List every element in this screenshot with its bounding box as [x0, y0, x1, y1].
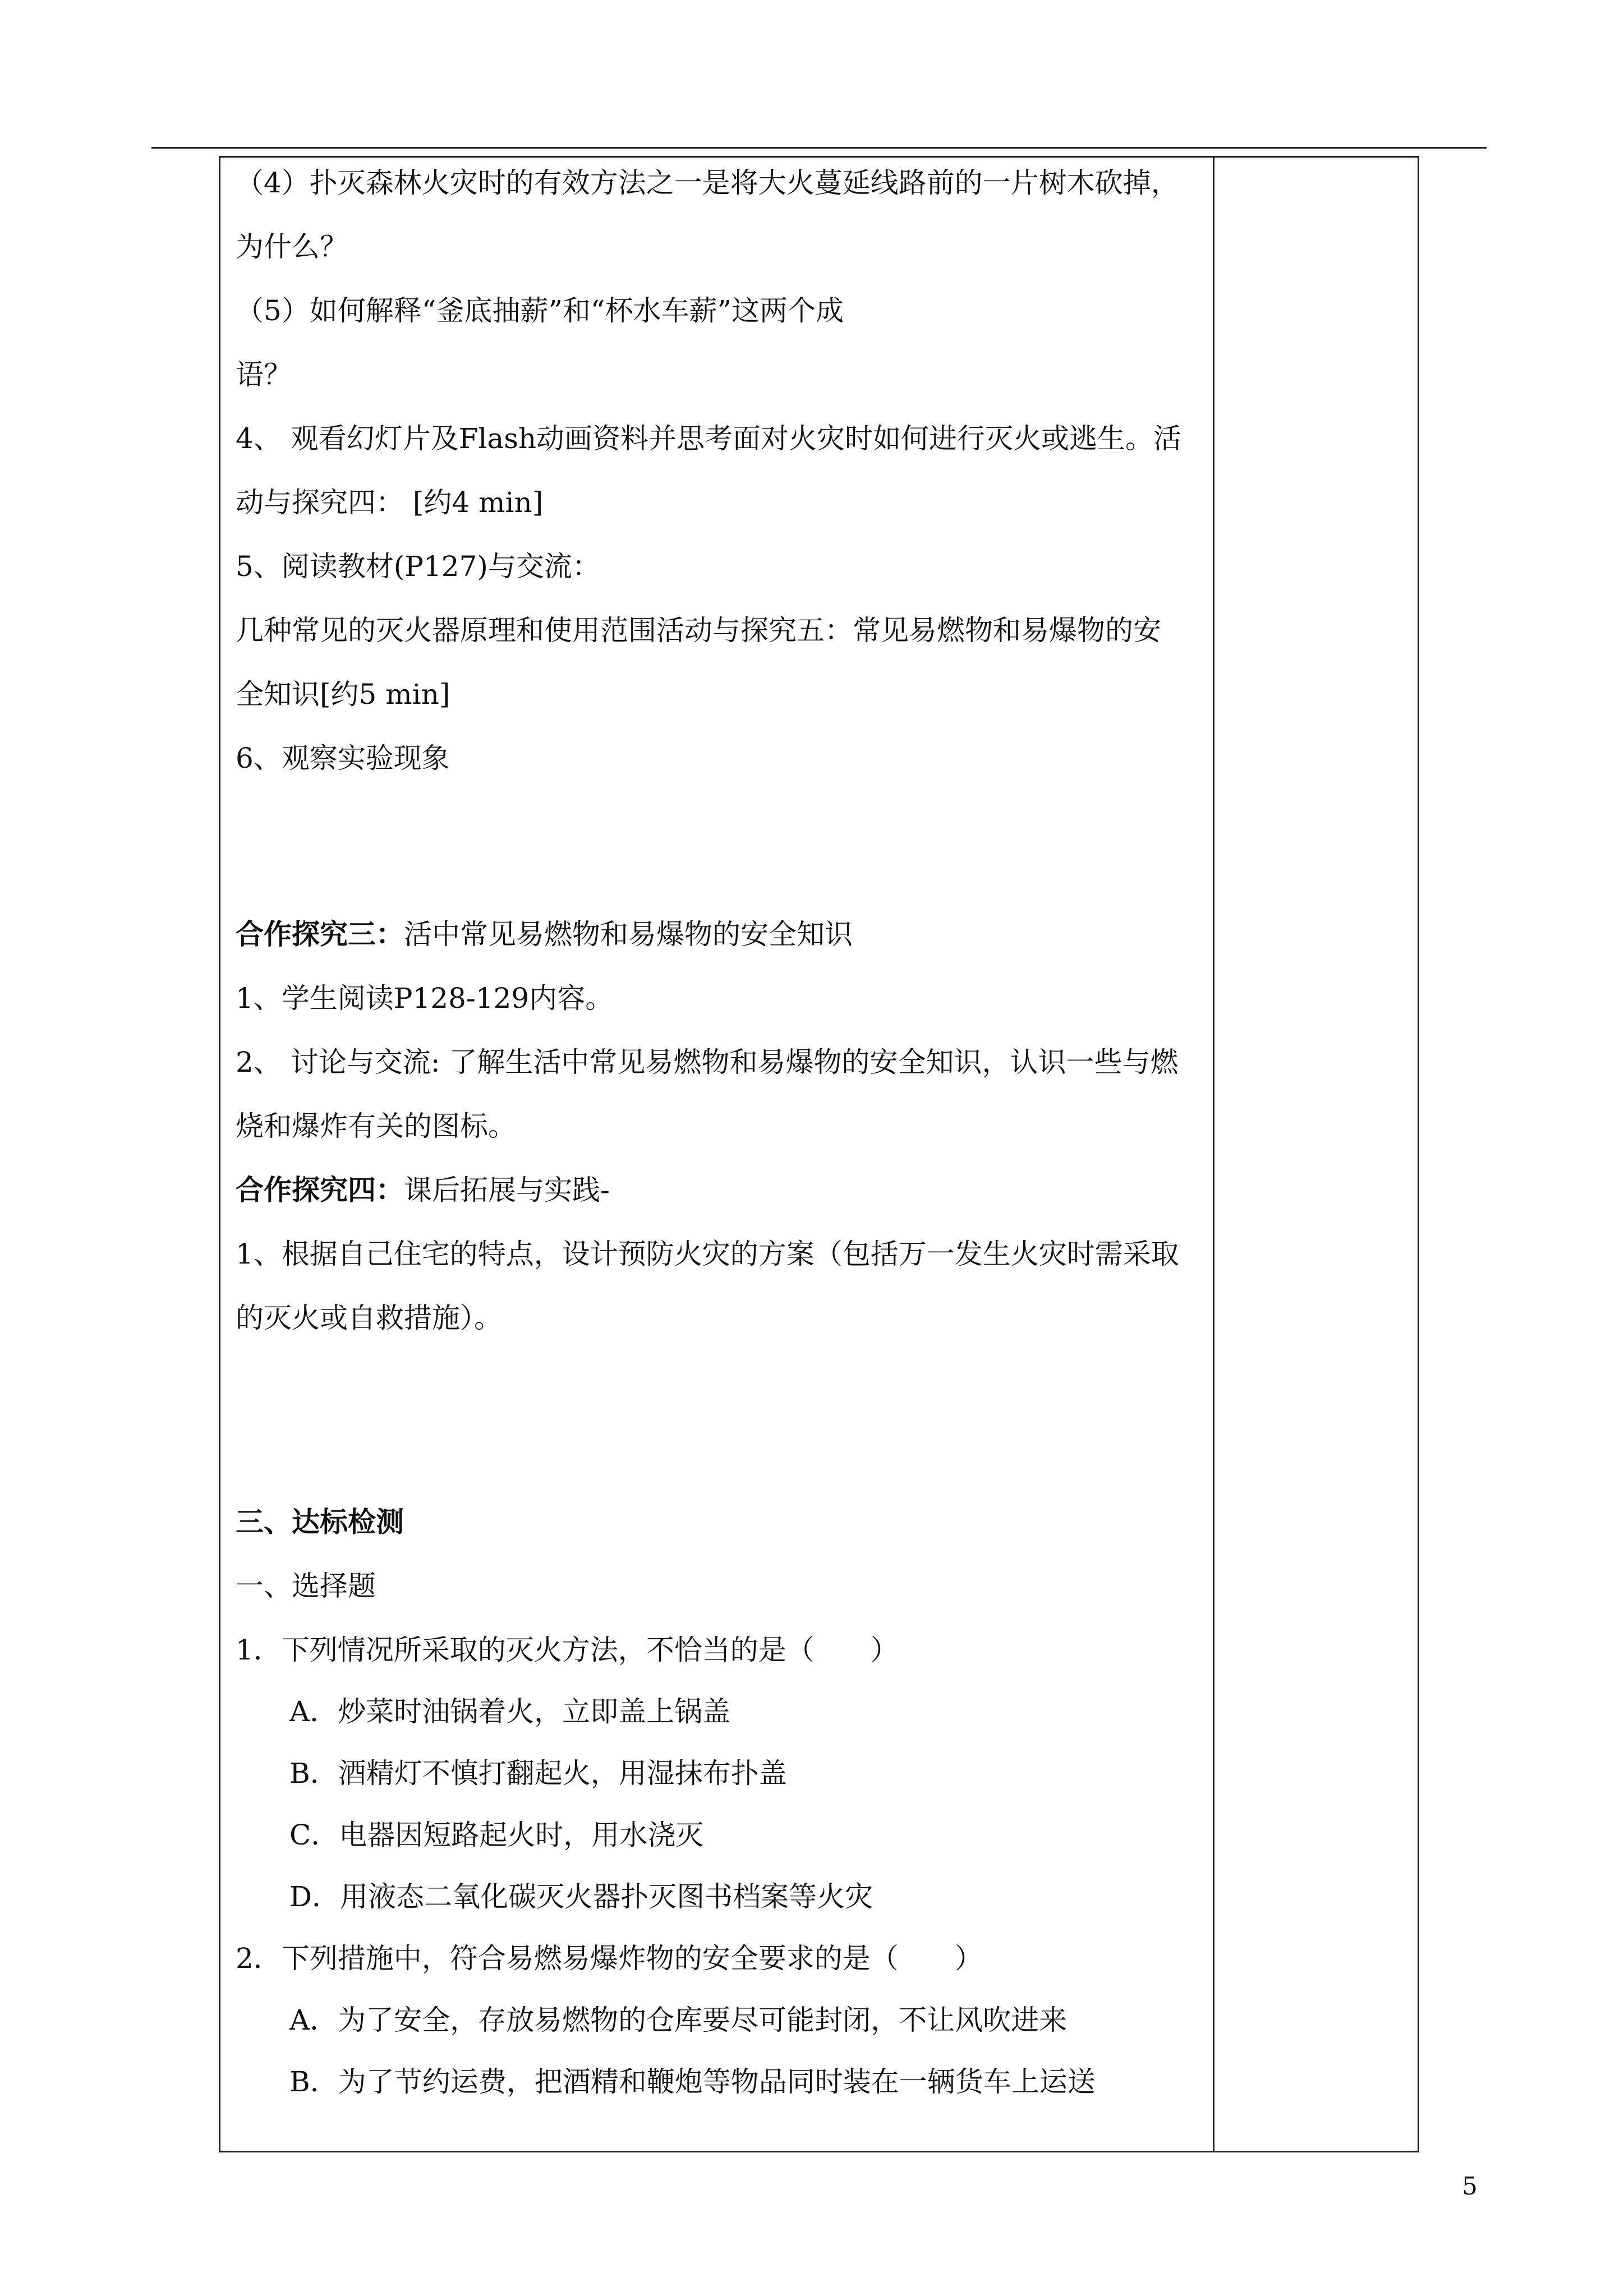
question-1-option-c: C．电器因短路起火时，用水浇灭: [289, 1819, 704, 1851]
subsection-title-choice: 一、选择题: [236, 1570, 376, 1602]
coop4-item-1-line-2: 的灭火或自救措施）。: [236, 1302, 502, 1334]
question-2-option-b: B．为了节约运费，把酒精和鞭炮等物品同时装在一辆货车上运送: [289, 2066, 1096, 2098]
question-1-stem: 1．下列情况所采取的灭火方法，不恰当的是（ ）: [236, 1634, 899, 1666]
step-4-line-1: 4、 观看幻灯片及Flash动画资料并思考面对火灾时如何进行灭火或逃生。活: [236, 422, 1182, 455]
lesson-content: [236, 165, 1212, 2126]
question-5-line-2: 语？: [236, 358, 292, 391]
question-1-option-b: B．酒精灯不慎打翻起火，用湿抹布扑盖: [289, 1757, 787, 1790]
extinguisher-line-2: 全知识[约5 min]: [236, 678, 450, 711]
question-2-option-a: A．为了安全，存放易燃物的仓库要尽可能封闭，不让风吹进来: [289, 2004, 1068, 2036]
question-5-line-1: （5）如何解释“釜底抽薪”和“杯水车薪”这两个成: [236, 294, 844, 327]
coop3-item-2-line-1: 2、 讨论与交流: 了解生活中常见易燃物和易爆物的安全知识，认识一些与燃: [236, 1046, 1179, 1078]
coop-inquiry-4-text: 课后拓展与实践-: [404, 1174, 610, 1206]
header-rule: [151, 147, 1487, 149]
coop-inquiry-3-text: 活中常见易燃物和易爆物的安全知识: [404, 918, 853, 951]
table-column-divider: [1213, 156, 1214, 2152]
section-title-assessment: 三、达标检测: [236, 1505, 404, 1538]
page-number: 5: [1462, 2172, 1478, 2201]
coop4-item-1-line-1: 1、根据自己住宅的特点，设计预防火灾的方案（包括万一发生火灾时需采取: [236, 1238, 1179, 1270]
blank-space: [236, 1364, 1212, 1505]
question-4-line-1: （4）扑灭森林火灾时的有效方法之一是将大火蔓延线路前的一片树木砍掉，: [236, 167, 1179, 199]
question-1-option-a: A．炒菜时油锅着火，立即盖上锅盖: [289, 1695, 731, 1728]
coop-inquiry-3: [236, 917, 1212, 952]
coop-inquiry-4-label: 合作探究四：: [236, 1173, 404, 1206]
coop-inquiry-4: [236, 1173, 1212, 1207]
step-5-line: 5、阅读教材(P127)与交流：: [236, 550, 600, 583]
step-6-line: 6、观察实验现象: [236, 742, 450, 774]
coop3-item-2-line-2: 烧和爆炸有关的图标。: [236, 1110, 516, 1142]
step-4-line-2: 动与探究四： [约4 min]: [236, 486, 544, 519]
question-1-option-d: D．用液态二氧化碳灭火器扑灭图书档案等火灾: [289, 1880, 873, 1913]
question-2-stem: 2．下列措施中，符合易燃易爆炸物的安全要求的是（ ）: [236, 1942, 983, 1975]
coop-inquiry-3-label: 合作探究三：: [236, 918, 404, 951]
blank-space: [236, 805, 1212, 917]
coop3-item-1: 1、学生阅读P128-129内容。: [236, 982, 614, 1015]
question-4-line-2: 为什么？: [236, 230, 348, 263]
extinguisher-line-1: 几种常见的灭火器原理和使用范围活动与探究五：常见易燃物和易爆物的安: [236, 614, 1161, 647]
